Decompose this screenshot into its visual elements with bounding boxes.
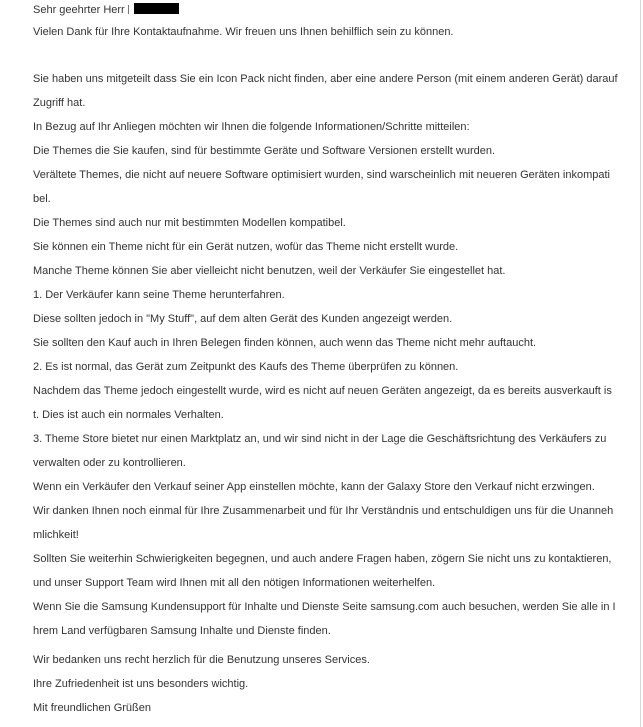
paragraph-line: und unser Support Team wird Ihnen mit all den nötigen Informationen weiterhelfen. [33,577,436,589]
paragraph-line: Verältete Themes, die nicht auf neuere Software optimisiert wurden, sind warscheinlich mit neueren Geräten inkompati [33,169,610,181]
paragraph-line: mlichkeit! [33,529,79,541]
paragraph-line: Die Themes die Sie kaufen, sind für bestimmte Geräte und Software Versionen erstellt wurden. [33,145,496,157]
paragraph-line: 2. Es ist normal, das Gerät zum Zeitpunkt des Kaufs des Theme überprüfen zu können. [33,361,459,373]
paragraph-line: Manche Theme können Sie aber vielleicht nicht benutzen, weil der Verkäufer Sie eingestellet hat. [33,265,506,277]
closing-line: Wir bedanken uns recht herzlich für die Benutzung unseres Services. [33,654,370,666]
closing-block [33,648,633,720]
closing-line: Ihre Zufriedenheit ist uns besonders wichtig. [33,678,249,690]
paragraph-line: Sie haben uns mitgeteilt dass Sie ein Icon Pack nicht finden, aber eine andere Person (mit einem anderen Gerät) darauf [33,73,618,85]
paragraph-line: bel. [33,193,51,205]
paragraph-line: 3. Theme Store bietet nur einen Marktplatz an, und wir sind nicht in der Lage die Geschäftsrichtung des Verkäufers zu [33,433,607,445]
paragraph-line: Sollten Sie weiterhin Schwierigkeiten begegnen, und auch andere Fragen haben, zögern Sie nicht uns zu kontaktieren, [33,553,612,565]
paragraph-line: Diese sollten jedoch in "My Stuff", auf dem alten Gerät des Kunden angezeigt werden. [33,313,453,325]
redacted-name [134,3,179,14]
paragraph-line: Wir danken Ihnen noch einmal für Ihre Zusammenarbeit und für Ihr Verständnis und entschuldigen uns für die Unanneh [33,505,614,517]
intro-line: Vielen Dank für Ihre Kontaktaufnahme. Wir freuen uns Ihnen behilflich sein zu können. [33,26,454,38]
paragraph-line: In Bezug auf Ihr Anliegen möchten wir Ihnen die folgende Informationen/Schritte mitteilen: [33,121,470,133]
paragraph-line: verwalten oder zu kontrollieren. [33,457,186,469]
redaction-cursor [128,5,133,14]
closing-line: Mit freundlichen Grüßen [33,702,151,714]
paragraph-line: Die Themes sind auch nur mit bestimmten Modellen kompatibel. [33,217,346,229]
salutation-text: Sehr geehrter Herr [33,4,125,16]
paragraph-line: Wenn Sie die Samsung Kundensupport für Inhalte und Dienste Seite samsung.com auch besuchen, werden Sie alle in I [33,601,616,613]
paragraph-line: 1. Der Verkäufer kann seine Theme herunterfahren. [33,289,285,301]
paragraph-line: Nachdem das Theme jedoch eingestellt wurde, wird es nicht auf neuen Geräten angezeigt, da es bereits ausverkauft is [33,385,612,397]
paragraph-line: Wenn ein Verkäufer den Verkauf seiner App einstellen möchte, kann der Galaxy Store den Verkauf nicht erzwingen. [33,481,595,493]
paragraph-line: Sie sollten den Kauf auch in Ihren Belegen finden können, auch wenn das Theme nicht mehr auftaucht. [33,337,537,349]
letter-paragraphs [33,67,633,643]
paragraph-line: hrem Land verfügbaren Samsung Inhalte und Dienste finden. [33,625,331,637]
blank-line [33,44,633,67]
salutation-line [33,0,633,20]
paragraph-line: t. Dies ist auch ein normales Verhalten. [33,409,224,421]
email-body [33,0,633,720]
paragraph-line: Zugriff hat. [33,97,86,109]
paragraph-line: Sie können ein Theme nicht für ein Gerät nutzen, wofür das Theme nicht erstellt wurde. [33,241,459,253]
